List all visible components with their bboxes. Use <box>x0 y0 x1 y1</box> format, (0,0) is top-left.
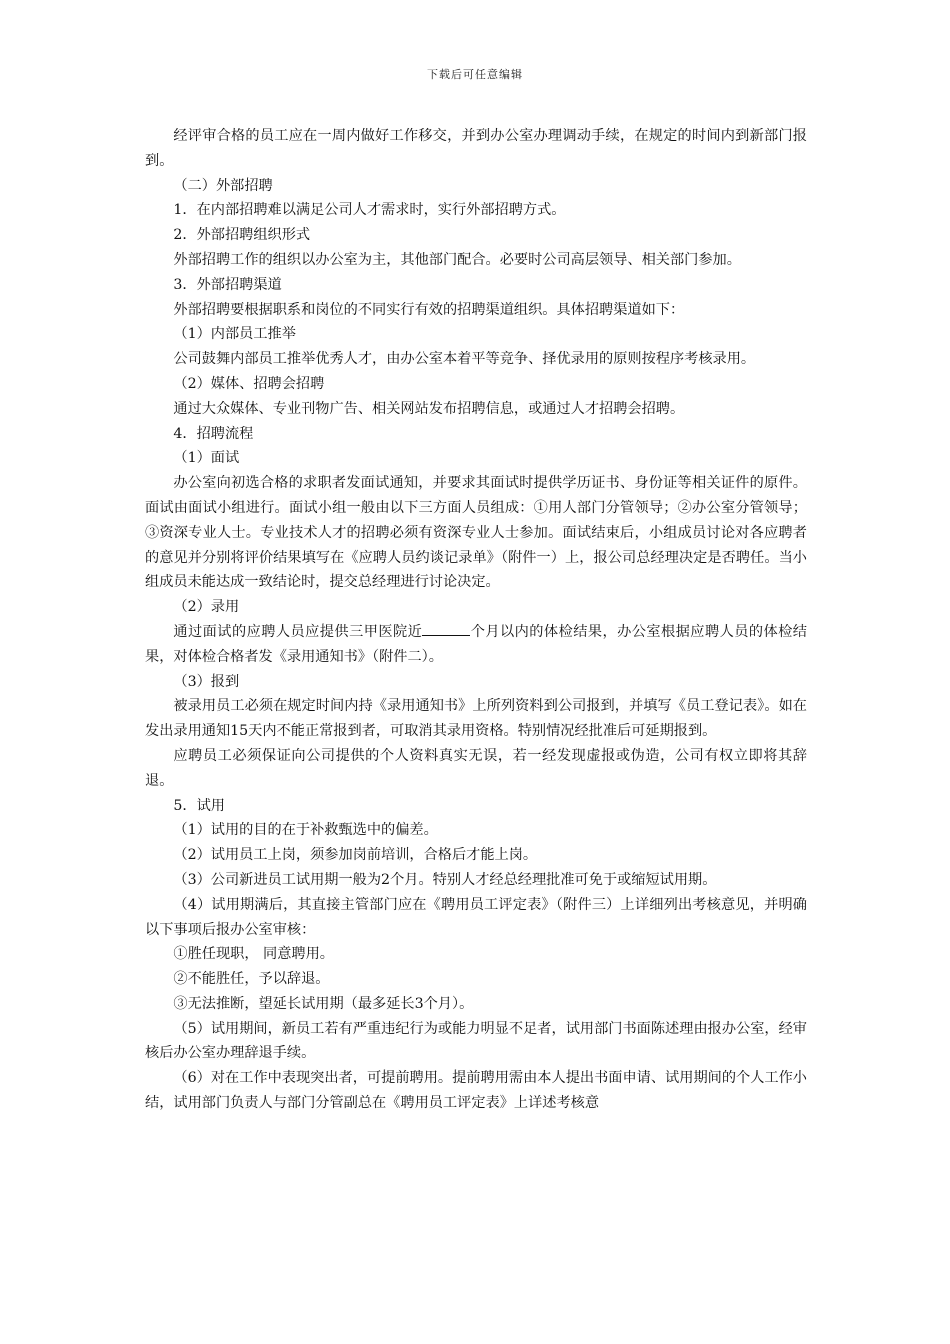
list-item: （1）试用的目的在于补救甄选中的偏差。 <box>173 822 438 839</box>
paragraph: 应聘员工必须保证向公司提供的个人资料真实无误，若一经发现虚报或伪造，公司有权立即将其辞退。 <box>145 747 807 789</box>
paragraph: 外部招聘工作的组织以办公室为主，其他部门配合。必要时公司高层领导、相关部门参加。 <box>173 251 741 268</box>
paragraph: 公司鼓舞内部员工推举优秀人才，由办公室本着平等竞争、择优录用的原则按程序考核录用。 <box>173 351 756 368</box>
paragraph-with-blank <box>145 620 807 670</box>
paragraph: 被录用员工必须在规定时间内持《录用通知书》上所列资料到公司报到，并填写《员工登记表》。如在发出录用通知15天内不能正常报到者，可取消其录用资格。特别情况经批准后可延期报到。 <box>145 698 807 740</box>
subsection-heading: 4．招聘流程 <box>173 425 254 442</box>
page-header: 下载后可任意编辑 <box>427 68 523 81</box>
list-subitem: ②不能胜任，予以辞退。 <box>173 971 330 988</box>
paragraph: 1．在内部招聘难以满足公司人才需求时，实行外部招聘方式。 <box>173 202 566 219</box>
list-item: （3）公司新进员工试用期一般为2个月。特别人才经总经理批准可免于或缩短试用期。 <box>173 871 717 888</box>
section-heading: （二）外部招聘 <box>173 177 273 194</box>
blank-text-before: 通过面试的应聘人员应提供三甲医院近 <box>173 623 423 640</box>
list-subitem: ①胜任现职， 同意聘用。 <box>173 946 334 963</box>
list-subitem: ③无法推断，望延长试用期（最多延长3个月）。 <box>173 995 474 1012</box>
paragraph: 通过大众媒体、专业刊物广告、相关网站发布招聘信息，或通过人才招聘会招聘。 <box>173 400 685 417</box>
document-body <box>145 124 807 1116</box>
paragraph: 经评审合格的员工应在一周内做好工作移交，并到办公室办理调动手续，在规定的时间内到新部门报到。 <box>145 128 807 169</box>
fill-in-blank <box>422 621 470 636</box>
item-heading: （2）媒体、招聘会招聘 <box>173 375 325 392</box>
subsection-heading: 3．外部招聘渠道 <box>173 276 282 293</box>
item-heading: （1）内部员工推举 <box>173 326 296 343</box>
item-heading: （3）报到 <box>173 673 240 690</box>
subsection-heading: 5．试用 <box>173 797 225 814</box>
item-heading: （1）面试 <box>173 450 240 467</box>
list-item: （6）对在工作中表现突出者，可提前聘用。提前聘用需由本人提出书面申请、试用期间的个人工作小结，试用部门负责人与部门分管副总在《聘用员工评定表》上详述考核意 <box>145 1070 807 1112</box>
item-heading: （2）录用 <box>173 599 240 616</box>
paragraph: 外部招聘要根据职系和岗位的不同实行有效的招聘渠道组织。具体招聘渠道如下： <box>173 301 685 318</box>
paragraph: 办公室向初选合格的求职者发面试通知，并要求其面试时提供学历证书、身份证等相关证件的原件。面试由面试小组进行。面试小组一般由以下三方面人员组成：①用人部门分管领导；②办公室分管领导；③资深专业人士。专业技术人才的招聘必须有资深专业人士参加。面试结束后，小组成员讨论对各应聘者的意见并分别将评价结果填写在《应聘人员约谈记录单》（附件一）上，报公司总经理决定是否聘任。当小组成员未能达成一致结论时，提交总经理进行讨论决定。 <box>145 475 807 591</box>
list-item: （2）试用员工上岗，须参加岗前培训，合格后才能上岗。 <box>173 847 538 864</box>
list-item: （4）试用期满后，其直接主管部门应在《聘用员工评定表》（附件三）上详细列出考核意见，并明确以下事项后报办公室审核： <box>145 896 807 938</box>
subsection-heading: 2．外部招聘组织形式 <box>173 227 311 244</box>
list-item: （5）试用期间，新员工若有严重违纪行为或能力明显不足者，试用部门书面陈述理由报办公室，经审核后办公室办理辞退手续。 <box>145 1020 807 1062</box>
blank-text-after: 个月以内的体检结果，办公室根据应聘人员的体检结果，对体检合格者发《录用通知书》（附件二）。 <box>145 623 807 665</box>
